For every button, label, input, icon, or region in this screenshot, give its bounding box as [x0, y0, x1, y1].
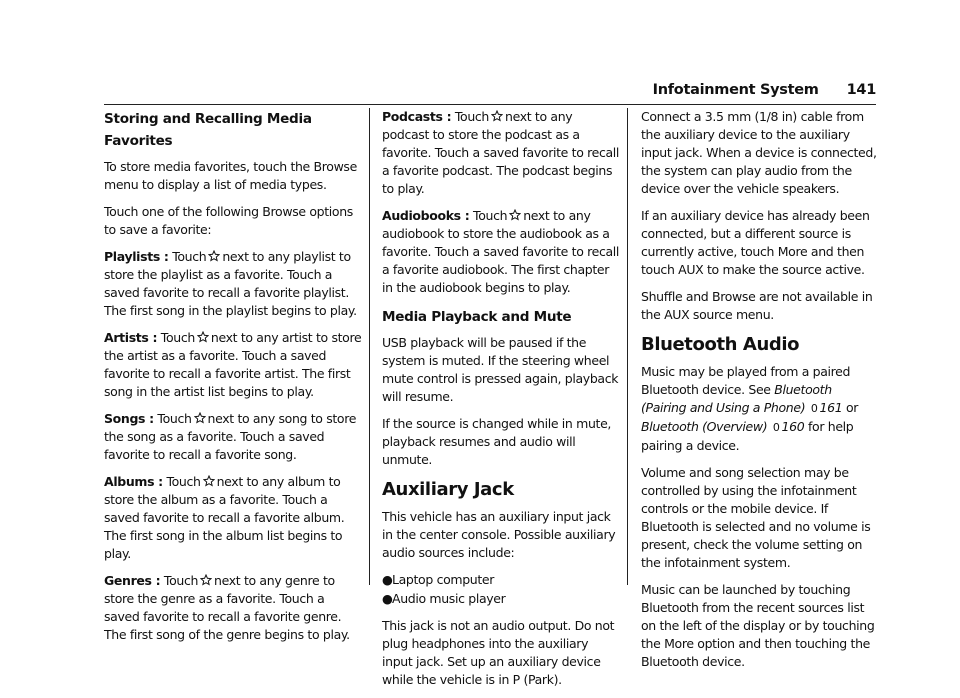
column-divider-1 [369, 108, 370, 585]
albums-item [104, 473, 362, 563]
header-rule [104, 104, 876, 105]
audiobooks-item [382, 207, 620, 297]
text: Touch [157, 411, 192, 426]
list-item-text: Audio music player [392, 591, 506, 606]
term-label: Genres : [104, 573, 161, 588]
term-label: Songs : [104, 411, 154, 426]
term-label: Artists : [104, 330, 158, 345]
page-ref-arrow-icon: 0 [810, 402, 818, 415]
list-item-text: Laptop computer [392, 572, 495, 587]
text: next to any artist to store the artist as a favorite. Touch a saved favorite to recall a favorite artist. The first song in the artist list begins to play. [104, 330, 362, 399]
heading-auxiliary-jack: Auxiliary Jack [382, 479, 514, 500]
heading-media-playback: Media Playback and Mute [382, 309, 572, 325]
xref-link[interactable]: Bluetooth (Pairing and Using a Phone) [641, 382, 832, 415]
term-label: Audiobooks : [382, 208, 470, 223]
page-header [626, 82, 876, 98]
text: Touch [454, 109, 490, 124]
text: Touch [160, 330, 195, 345]
page-number: 141 [846, 82, 876, 98]
text: Music may be played from a paired Bluetooth device. See [641, 364, 851, 397]
list-item [382, 590, 620, 608]
star-icon [208, 250, 220, 262]
paragraph: This vehicle has an auxiliary input jack in the center console. Possible auxiliary audio sources include: [382, 509, 616, 560]
column-2 [382, 108, 620, 698]
text: next to any album to store the album as a favorite. Touch a saved favorite to recall a favorite album. The first song in the album list begins to play. [104, 474, 345, 561]
songs-item [104, 410, 362, 464]
column-1 [104, 108, 362, 653]
term-label: Albums : [104, 474, 163, 489]
playlists-item [104, 248, 362, 320]
bluetooth-paragraph [641, 363, 878, 455]
paragraph: Volume and song selection may be controlled by using the infotainment controls or the mobile device. If Bluetooth is selected and no volume is present, check the volume setting on the infotainment system. [641, 465, 871, 570]
section-title: Infotainment System [652, 82, 819, 98]
paragraph: Touch one of the following Browse options to save a favorite: [104, 204, 353, 237]
heading-bluetooth-audio: Bluetooth Audio [641, 334, 800, 355]
paragraph: If an auxiliary device has already been connected, but a different source is currently active, touch More and then touch AUX to make the source active. [641, 208, 870, 277]
text: next to any genre to store the genre as a favorite. Touch a saved favorite to recall a favorite genre. The first song of the genre begins to play. [104, 573, 350, 642]
page-ref-link[interactable]: 160 [781, 419, 805, 434]
genres-item [104, 572, 362, 644]
star-icon [203, 475, 215, 487]
text: next to any audiobook to store the audiobook as a favorite. Touch a saved favorite to recall a favorite audiobook. The first chapter in the audiobook begins to play. [382, 208, 620, 295]
paragraph: If the source is changed while in mute, playback resumes and audio will unmute. [382, 416, 612, 467]
text: next to any playlist to store the playlist as a favorite. Touch a saved favorite to recall a favorite playlist. The first song in the playlist begins to play. [104, 249, 357, 318]
paragraph: To store media favorites, touch the Browse menu to display a list of media types. [104, 159, 357, 192]
paragraph: This jack is not an audio output. Do not plug headphones into the auxiliary input jack. Set up an auxiliary device while the vehicle is in P (Park). [382, 618, 615, 687]
term-label: Playlists : [104, 249, 169, 264]
star-icon [197, 331, 209, 343]
artists-item [104, 329, 362, 401]
text: next to any podcast to store the podcast as a favorite. Touch a saved favorite to recall a favorite podcast. The podcast begins to play. [382, 109, 620, 196]
star-icon [194, 412, 206, 424]
bullet-icon: ● [382, 572, 393, 587]
star-icon [509, 209, 521, 221]
podcasts-item [382, 108, 620, 198]
page-ref-link[interactable]: 161 [819, 400, 843, 415]
text: Touch [166, 474, 201, 489]
text: Touch [163, 573, 199, 588]
paragraph: Music can be launched by touching Bluetooth from the recent sources list on the left of the display or by touching the More option and then touching the Bluetooth device. [641, 582, 875, 669]
heading-storing-favorites: Storing and Recalling Media Favorites [104, 111, 312, 149]
text: Touch [172, 249, 207, 264]
term-label: Podcasts : [382, 109, 452, 124]
text: next to any song to store the song as a favorite. Touch a saved favorite to recall a favorite song. [104, 411, 357, 462]
page-ref-arrow-icon: 0 [772, 421, 780, 434]
text: Touch [473, 208, 508, 223]
list-item [382, 571, 620, 589]
bullet-icon: ● [382, 591, 393, 606]
star-icon [491, 110, 503, 122]
paragraph: Connect a 3.5 mm (1/8 in) cable from the auxiliary device to the auxiliary input jack. When a device is connected, the system can play audio from the device over the vehicle speakers. [641, 109, 877, 196]
aux-source-list [382, 571, 620, 608]
xref-link[interactable]: Bluetooth (Overview) [641, 419, 768, 434]
text: or [845, 400, 859, 415]
column-3 [641, 108, 878, 680]
column-divider-2 [627, 108, 628, 585]
paragraph: Shuffle and Browse are not available in the AUX source menu. [641, 289, 873, 322]
star-icon [200, 574, 212, 586]
paragraph: USB playback will be paused if the system is muted. If the steering wheel mute control is pressed again, playback will resume. [382, 335, 619, 404]
text: for help pairing a device. [641, 419, 854, 453]
